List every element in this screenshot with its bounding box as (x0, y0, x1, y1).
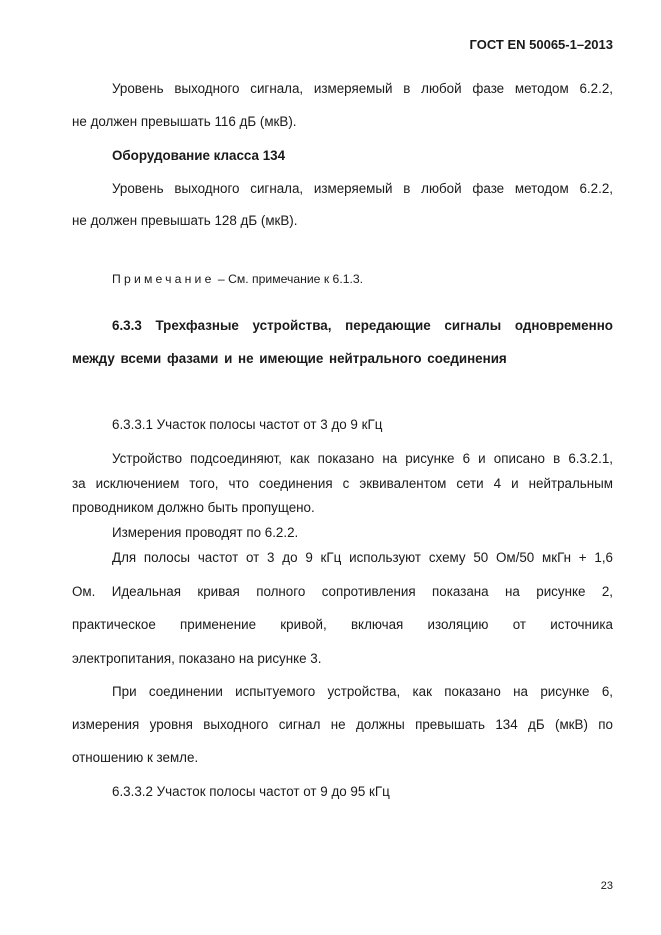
note-text: – См. примечание к 6.1.3. (214, 272, 364, 286)
paragraph-line: Измерения проводят по 6.2.2. (112, 525, 299, 540)
paragraph-line: практическое применение кривой, включая изоляцию от источника (72, 617, 613, 632)
note-label: Примечание (112, 272, 215, 286)
paragraph-line: проводником должно быть пропущено. (72, 500, 315, 515)
paragraph-line: отношению к земле. (72, 750, 199, 765)
paragraph-line: измерения уровня выходного сигнал не должны превышать 134 дБ (мкВ) по (72, 717, 613, 732)
paragraph-line: электропитания, показано на рисунке 3. (72, 651, 322, 666)
paragraph-line: не должен превышать 116 дБ (мкВ). (72, 114, 297, 129)
subsection-title: 6.3.3.1 Участок полосы частот от 3 до 9 кГц (112, 417, 383, 432)
paragraph-line: Для полосы частот от 3 до 9 кГц используют схему 50 Ом/50 мкГн + 1,6 (112, 550, 613, 565)
paragraph-line: Устройство подсоединяют, как показано на рисунке 6 и описано в 6.3.2.1, (112, 451, 613, 466)
section-heading: между всеми фазами и не имеющие нейтрального соединения (72, 351, 507, 366)
paragraph-line: за исключением того, что соединения с эквивалентом сети 4 и нейтральным (72, 476, 613, 491)
paragraph-line: Уровень выходного сигнала, измеряемый в любой фазе методом 6.2.2, (112, 81, 613, 96)
page-number: 23 (600, 880, 613, 892)
paragraph-line: Уровень выходного сигнала, измеряемый в любой фазе методом 6.2.2, (112, 181, 613, 196)
paragraph-line: Ом. Идеальная кривая полного сопротивления показана на рисунке 2, (72, 584, 613, 599)
subsection-title: 6.3.3.2 Участок полосы частот от 9 до 95 кГц (112, 784, 390, 799)
paragraph-line: При соединении испытуемого устройства, как показано на рисунке 6, (112, 684, 613, 699)
paragraph-line: не должен превышать 128 дБ (мкВ). (72, 213, 298, 228)
document-header: ГОСТ EN 50065-1–2013 (469, 37, 613, 52)
note (112, 270, 363, 288)
section-heading: 6.3.3 Трехфазные устройства, передающие сигналы одновременно (112, 318, 613, 333)
class-134-heading: Оборудование класса 134 (112, 148, 286, 163)
